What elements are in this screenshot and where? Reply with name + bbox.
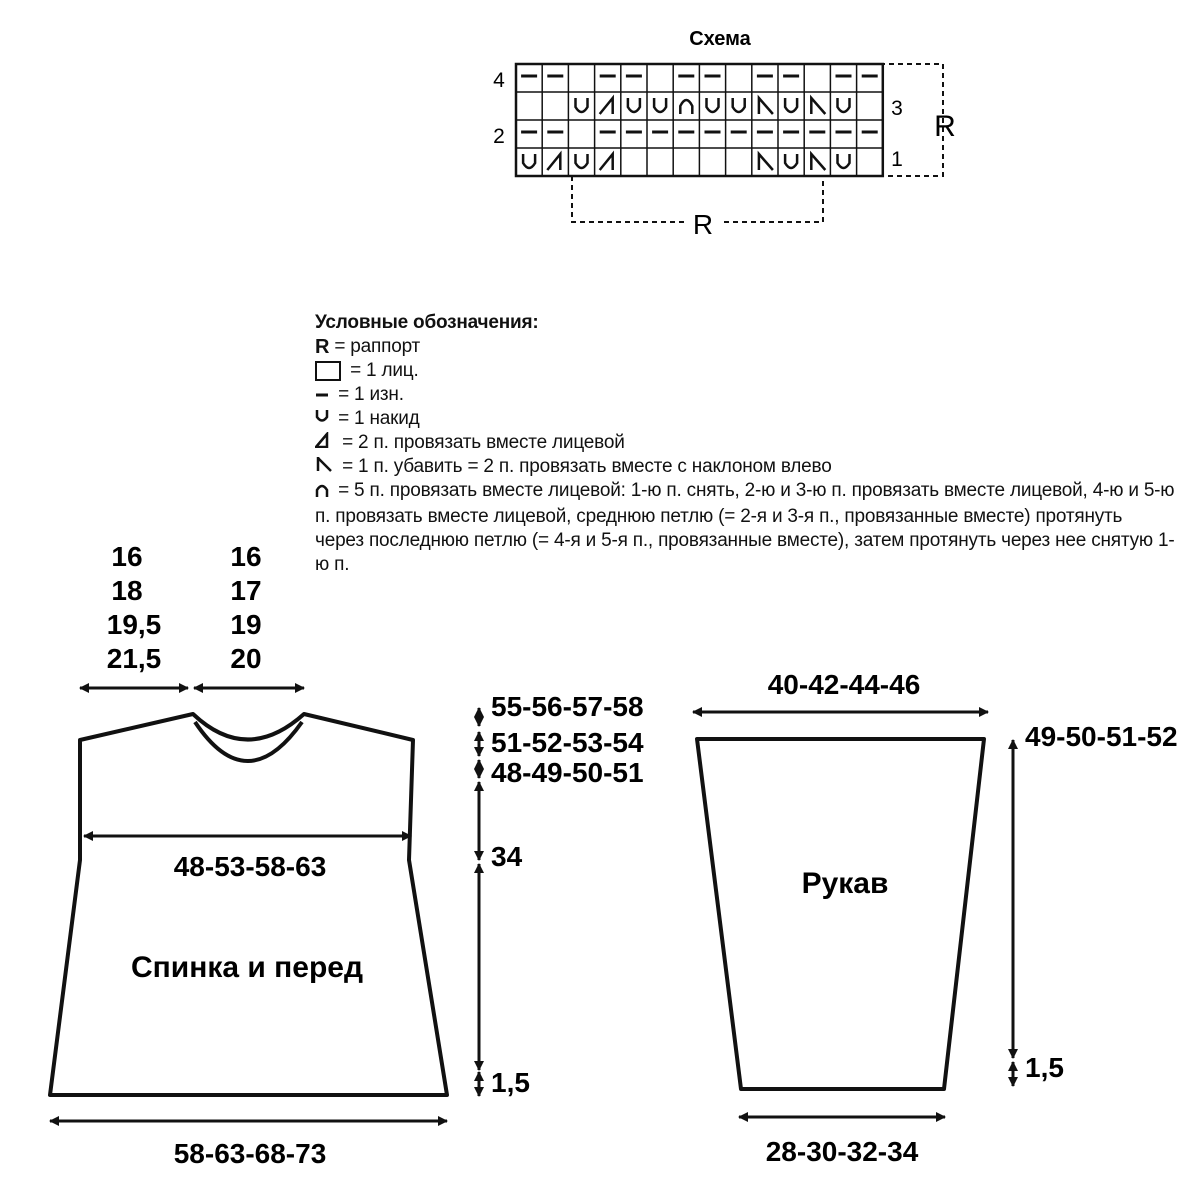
legend-item-k2tog [315, 431, 1175, 455]
ssk-symbol [759, 154, 773, 170]
row-number-3: 3 [891, 97, 903, 120]
repeat-label-bottom: R [692, 209, 714, 240]
sleeve-bottom-label: 28-30-32-34 [765, 1136, 919, 1167]
yarn-over-symbol [628, 98, 640, 112]
yarn-over-symbol [707, 98, 719, 112]
k2tog-icon [315, 431, 333, 455]
shoulder-right-size: 16 [230, 541, 262, 572]
body-bottom-label: 58-63-68-73 [173, 1138, 327, 1169]
yarn-over-symbol [576, 98, 588, 112]
yarn-over-symbol [838, 98, 850, 112]
sleeve-outline [697, 739, 984, 1089]
scheme-title: Схема [689, 28, 751, 50]
legend-item-ssk [315, 455, 1175, 479]
body-piece-outline [50, 714, 447, 1095]
legend-text: = 5 п. провязать вместе лицевой: 1-ю п. снять, 2-ю и 3-ю п. провязать вместе лицевой, 4-ю и 5-ю п. провязать вместе лицевой, среднюю петлю (= 2-я и 3-я п., провязанные вместе) протянуть через последнюю петлю (= 4-я и 5-я п., провязанные вместе), затем протянуть через нее снятую 1-ю п. [315, 480, 1175, 575]
dash-icon [315, 383, 329, 407]
shoulder-right-sizes [230, 541, 261, 674]
ssk-symbol [811, 154, 825, 170]
legend-text: = 1 накид [333, 408, 420, 429]
legend-symbol-r: R [315, 336, 330, 358]
legend-text: = 2 п. провязать вместе лицевой [337, 432, 625, 453]
body-height-label: 34 [491, 841, 523, 872]
yarn-over-icon [315, 407, 329, 431]
legend-text: = 1 п. убавить = 2 п. провязать вместе с наклоном влево [337, 456, 832, 477]
legend-item-yarnover [315, 407, 1175, 431]
sleeve-cuff-label: 1,5 [1025, 1052, 1064, 1083]
yarn-over-symbol [733, 98, 745, 112]
shoulder-right-size: 20 [230, 643, 262, 674]
row-number-1: 1 [891, 148, 903, 171]
cdd5-symbol [680, 100, 692, 114]
sleeve-top-label: 40-42-44-46 [767, 669, 921, 700]
yarn-over-symbol [654, 98, 666, 112]
legend-item-s5 [315, 479, 1175, 577]
chest-width-label: 48-53-58-63 [173, 851, 327, 882]
ssk-symbol [759, 98, 773, 114]
legend-text: = раппорт [329, 336, 421, 357]
k2tog-symbol [600, 154, 613, 170]
yarn-over-symbol [523, 154, 535, 168]
body-piece-label: Спинка и перед [130, 951, 364, 984]
repeat-label-right: R [934, 110, 956, 143]
legend-item-knit [315, 359, 1175, 383]
body-height-label: 55-56-57-58 [491, 691, 644, 722]
shoulder-left-sizes [107, 541, 162, 674]
shoulder-left-size: 18 [111, 575, 143, 606]
shoulder-left-size: 21,5 [106, 643, 162, 674]
yarn-over-symbol [838, 154, 850, 168]
yarn-over-symbol [785, 98, 797, 112]
legend-title: Условные обозначения: [315, 312, 539, 333]
k2tog-symbol [547, 154, 560, 170]
legend-item-purl [315, 383, 1175, 407]
legend [315, 311, 1175, 577]
row-number-2: 2 [493, 125, 505, 148]
k2tog-symbol [600, 98, 613, 114]
legend-item-repeat [315, 335, 1175, 359]
legend-text: = 1 лиц. [345, 360, 419, 381]
ssk-icon [315, 455, 333, 479]
cdd5-icon [315, 481, 329, 505]
shoulder-right-size: 17 [230, 575, 262, 606]
yarn-over-symbol [785, 154, 797, 168]
shoulder-right-size: 19 [230, 609, 262, 640]
ssk-symbol [811, 98, 825, 114]
sleeve-label: Рукав [801, 867, 889, 900]
chart-grid [516, 64, 883, 176]
shoulder-left-size: 19,5 [106, 609, 162, 640]
body-height-label: 48-49-50-51 [491, 757, 644, 788]
body-height-label: 1,5 [491, 1067, 530, 1098]
yarn-over-symbol [576, 154, 588, 168]
row-number-4: 4 [493, 69, 505, 92]
sleeve-length-label: 49-50-51-52 [1025, 721, 1178, 752]
body-height-label: 51-52-53-54 [491, 727, 644, 758]
legend-text: = 1 изн. [333, 384, 404, 405]
box-icon [315, 361, 341, 381]
shoulder-left-size: 16 [111, 541, 143, 572]
